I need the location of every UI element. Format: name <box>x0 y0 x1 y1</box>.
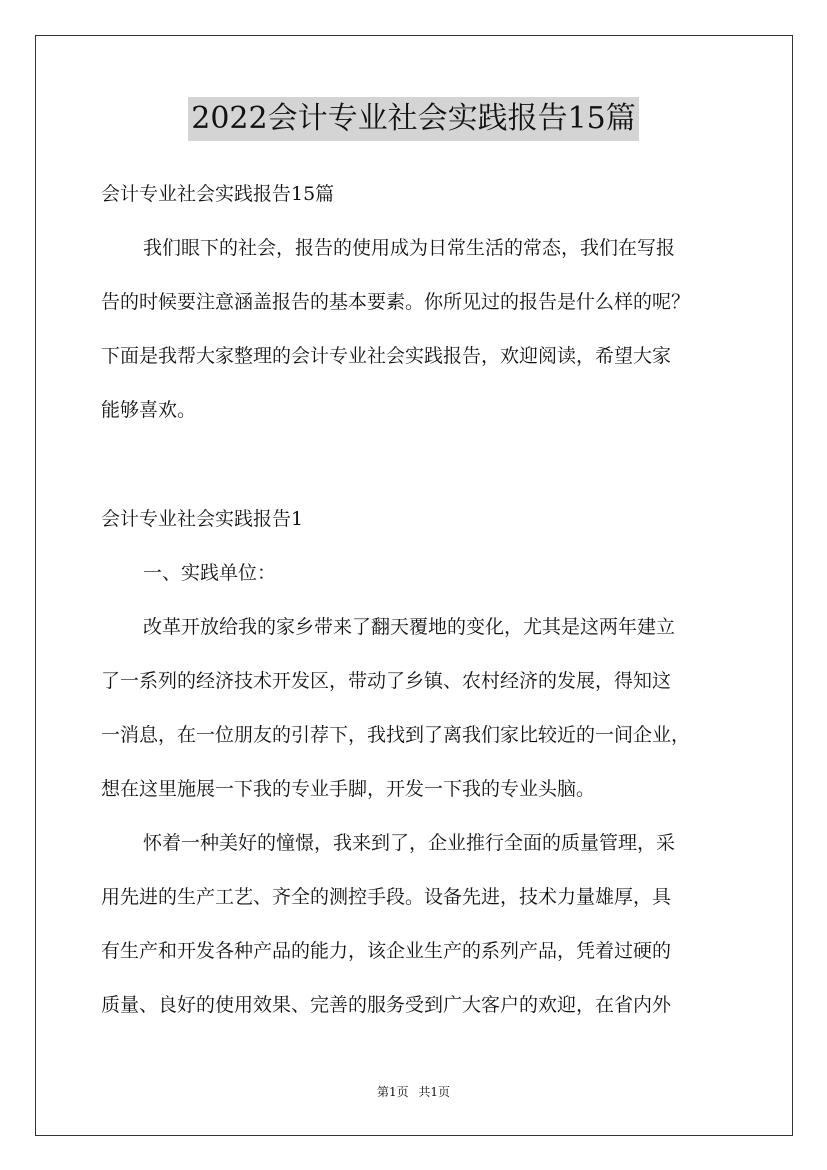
paragraph-line: 用先进的生产工艺、齐全的测控手段。设备先进，技术力量雄厚，具 <box>101 886 672 908</box>
subheading: 一、实践单位： <box>143 562 277 584</box>
paragraph-line: 改革开放给我的家乡带来了翻天覆地的变化，尤其是这两年建立 <box>143 616 676 638</box>
paragraph-line: 想在这里施展一下我的专业手脚，开发一下我的专业头脑。 <box>101 778 596 800</box>
document-subtitle: 会计专业社会实践报告15篇 <box>101 183 335 205</box>
page-footer <box>0 1083 827 1100</box>
paragraph-line: 一消息，在一位朋友的引荐下，我找到了离我们家比较近的一间企业， <box>101 724 691 746</box>
paragraph-line: 质量、良好的使用效果、完善的服务受到广大客户的欢迎，在省内外 <box>101 994 672 1016</box>
paragraph-line: 有生产和开发各种产品的能力，该企业生产的系列产品，凭着过硬的 <box>101 940 672 962</box>
page-number: 第1页 <box>376 1085 409 1099</box>
title-container <box>0 97 827 141</box>
paragraph-line: 了一系列的经济技术开发区，带动了乡镇、农村经济的发展，得知这 <box>101 670 672 692</box>
intro-line: 我们眼下的社会，报告的使用成为日常生活的常态，我们在写报 <box>143 237 676 259</box>
document-title: 2022会计专业社会实践报告15篇 <box>188 97 639 141</box>
intro-line: 下面是我帮大家整理的会计专业社会实践报告，欢迎阅读，希望大家 <box>101 345 672 367</box>
total-pages: 共1页 <box>418 1085 451 1099</box>
section-heading: 会计专业社会实践报告1 <box>101 508 304 530</box>
paragraph-line: 怀着一种美好的憧憬，我来到了，企业推行全面的质量管理，采 <box>143 832 676 854</box>
intro-line: 告的时候要注意涵盖报告的基本要素。你所见过的报告是什么样的呢？ <box>101 291 691 313</box>
intro-line: 能够喜欢。 <box>101 399 197 421</box>
